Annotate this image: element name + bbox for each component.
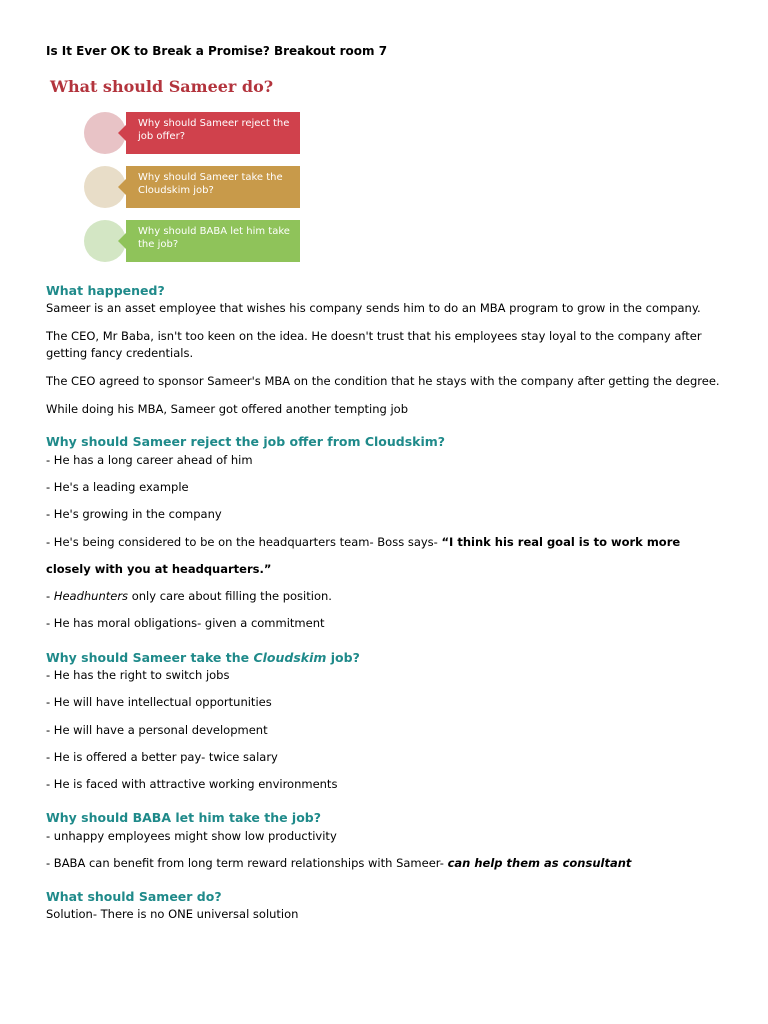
headhunters-word: Headhunters bbox=[53, 589, 129, 603]
infographic-item-baba bbox=[84, 220, 302, 262]
heading-baba: Why should BABA let him take the job? bbox=[46, 810, 321, 825]
take-item-3: - He will have a personal development bbox=[46, 723, 268, 737]
infographic-bar-reject: Why should Sameer reject the job offer? bbox=[126, 112, 300, 154]
reject-item-6-text: only care about filling the position. bbox=[128, 589, 332, 603]
solution-line: Solution- There is no ONE universal solution bbox=[46, 907, 299, 921]
reject-item-4-text: - He's being considered to be on the headquarters team- Boss says- bbox=[46, 535, 442, 549]
reject-item-4 bbox=[46, 535, 680, 549]
consultant-phrase: can help them as consultant bbox=[447, 856, 632, 870]
boss-quote-end: closely with you at headquarters.” bbox=[46, 562, 272, 576]
sameer-infographic bbox=[46, 72, 306, 268]
reject-item-6 bbox=[46, 589, 332, 603]
infographic-title: What should Sameer do? bbox=[50, 77, 274, 96]
infographic-bar-baba: Why should BABA let him take the job? bbox=[126, 220, 300, 262]
infographic-bar-take: Why should Sameer take the Cloudskim job? bbox=[126, 166, 300, 208]
heading-what-should-do: What should Sameer do? bbox=[46, 889, 222, 904]
happened-paragraph-1: Sameer is an asset employee that wishes his company sends him to do an MBA program to grow in the company. bbox=[46, 301, 701, 315]
happened-paragraph-2: The CEO, Mr Baba, isn't too keen on the idea. He doesn't trust that his employees stay loyal to the company after getting fancy credentials. bbox=[46, 329, 702, 360]
happened-paragraph-4: While doing his MBA, Sameer got offered another tempting job bbox=[46, 402, 408, 416]
take-item-5: - He is faced with attractive working environments bbox=[46, 777, 338, 791]
heading-reject: Why should Sameer reject the job offer from Cloudskim? bbox=[46, 434, 446, 449]
heading-what-happened: What happened? bbox=[46, 283, 165, 298]
boss-quote-start: “I think his real goal is to work more bbox=[441, 535, 681, 549]
take-item-4: - He is offered a better pay- twice salary bbox=[46, 750, 278, 764]
baba-item-1: - unhappy employees might show low productivity bbox=[46, 829, 337, 843]
baba-item-2 bbox=[46, 856, 631, 870]
heading-take-end: job? bbox=[326, 650, 360, 665]
reject-item-3: - He's growing in the company bbox=[46, 507, 222, 521]
baba-item-2-text: - BABA can benefit from long term reward relationships with Sameer- bbox=[46, 856, 448, 870]
reject-item-2: - He's a leading example bbox=[46, 480, 189, 494]
heading-take-text: Why should Sameer take the bbox=[46, 650, 254, 665]
happened-paragraph-3: The CEO agreed to sponsor Sameer's MBA on the condition that he stays with the company after getting the degree. bbox=[46, 374, 720, 388]
infographic-item-reject bbox=[84, 112, 302, 154]
reject-item-7: - He has moral obligations- given a commitment bbox=[46, 616, 325, 630]
heading-take bbox=[46, 650, 360, 665]
reject-item-1: - He has a long career ahead of him bbox=[46, 453, 253, 467]
dash: - bbox=[46, 589, 54, 603]
take-item-2: - He will have intellectual opportunities bbox=[46, 695, 272, 709]
take-item-1: - He has the right to switch jobs bbox=[46, 668, 230, 682]
infographic-item-take bbox=[84, 166, 302, 208]
heading-take-cloudskim: Cloudskim bbox=[253, 650, 327, 665]
document-title: Is It Ever OK to Break a Promise? Breakout room 7 bbox=[46, 44, 388, 58]
